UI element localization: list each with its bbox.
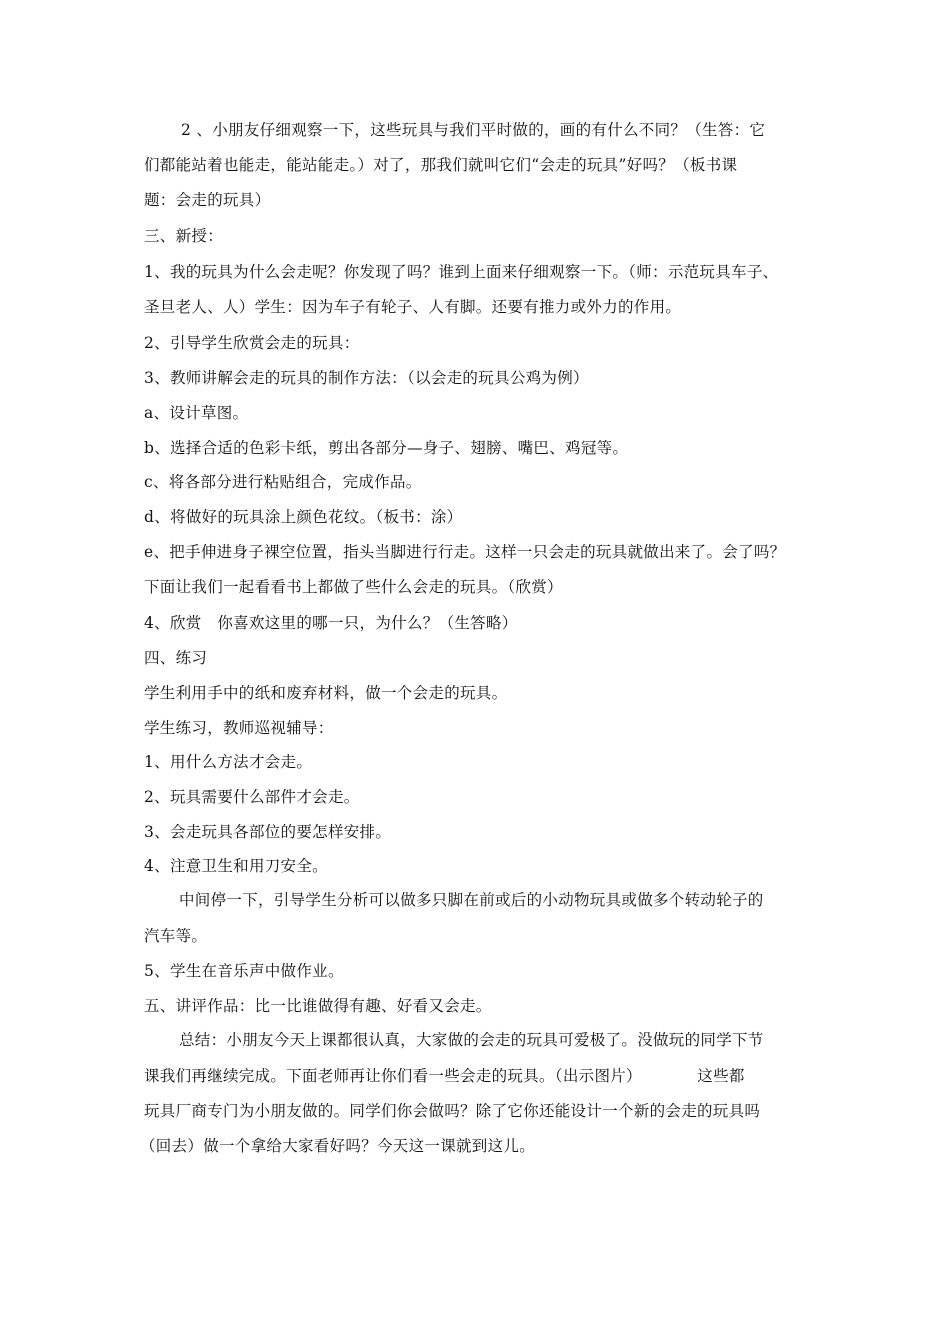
text-line: 总结：小朋友今天上课都很认真，大家做的会走的玩具可爱极了。没做玩的同学下节 [179, 1031, 764, 1049]
text-line: 3、教师讲解会走的玩具的制作方法：（以会走的玩具公鸡为例） [144, 369, 589, 387]
section-heading: 三、新授： [144, 227, 224, 245]
text-line: 2、引导学生欣赏会走的玩具： [144, 334, 360, 352]
text-line: 中间停一下，引导学生分析可以做多只脚在前或后的小动物玩具或做多个转动轮子的 [179, 891, 764, 909]
text-line: c、将各部分进行粘贴组合，完成作品。 [144, 473, 422, 491]
text-line: 课我们再继续完成。下面老师再让你们看一些会走的玩具。（出示图片） 这些都 [144, 1067, 745, 1085]
text-line: 题：会走的玩具） [144, 191, 271, 209]
text-line: 1、我的玩具为什么会走呢？你发现了吗？谁到上面来仔细观察一下。（师：示范玩具车子、 [144, 263, 779, 281]
text-line: 汽车等。 [144, 927, 208, 945]
text-line: d、将做好的玩具涂上颜色花纹。（板书：涂） [144, 508, 463, 526]
text-line: （回去）做一个拿给大家看好吗？今天这一课就到这儿。 [140, 1137, 536, 1155]
text-line: 圣旦老人、人）学生：因为车子有轮子、人有脚。还要有推力或外力的作用。 [144, 298, 682, 316]
text-line: 学生练习，教师巡视辅导： [144, 719, 334, 737]
text-line: a、设计草图。 [144, 404, 249, 422]
text-line: 玩具厂商专门为小朋友做的。同学们你会做吗？除了它你还能设计一个新的会走的玩具吗 [144, 1102, 761, 1120]
text-line: 学生利用手中的纸和废弃材料，做一个会走的玩具。 [144, 684, 508, 702]
text-line: 下面让我们一起看看书上都做了些什么会走的玩具。（欣赏） [144, 578, 563, 596]
text-line: 们都能站着也能走，能站能走。）对了，那我们就叫它们“会走的玩具”好吗？（板书课 [144, 156, 738, 174]
text-line: 4、注意卫生和用刀安全。 [144, 857, 328, 875]
text-line: e、把手伸进身子裸空位置，指头当脚进行行走。这样一只会走的玩具就做出来了。会了吗？ [144, 543, 786, 561]
text-line: 2 、小朋友仔细观察一下，这些玩具与我们平时做的，画的有什么不同？（生答：它 [181, 121, 766, 139]
text-line: 4、欣赏 你喜欢这里的哪一只，为什么？（生答略） [144, 614, 518, 632]
section-heading: 五、讲评作品：比一比谁做得有趣、好看又会走。 [144, 997, 492, 1015]
text-line: 3、会走玩具各部位的要怎样安排。 [144, 823, 392, 841]
text-line: b、选择合适的色彩卡纸，剪出各部分—身子、翅膀、嘴巴、鸡冠等。 [144, 439, 629, 457]
section-heading: 四、练习 [144, 649, 208, 667]
text-line: 2、玩具需要什么部件才会走。 [144, 788, 360, 806]
text-line: 1、用什么方法才会走。 [144, 753, 313, 771]
text-line: 5、学生在音乐声中做作业。 [144, 962, 344, 980]
